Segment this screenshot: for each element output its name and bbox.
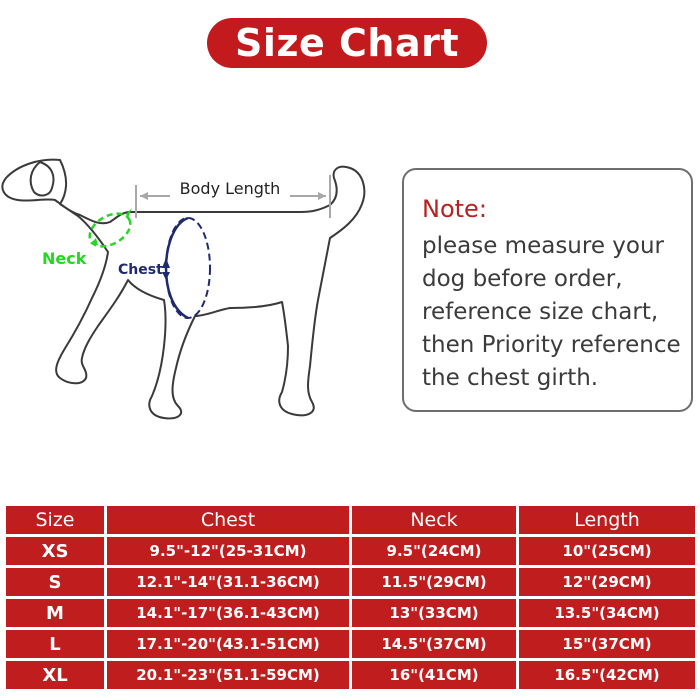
chest-cell: 9.5"-12"(25-31CM) [107, 537, 349, 565]
dog-outline-icon [2, 160, 364, 419]
table-row [6, 661, 695, 689]
chest-label: Chest [118, 262, 163, 278]
dog-measurement-diagram [0, 140, 380, 430]
neck-cell: 14.5"(37CM) [352, 630, 516, 658]
length-cell: 16.5"(42CM) [519, 661, 695, 689]
size-cell: XS [6, 537, 104, 565]
table-row [6, 599, 695, 627]
size-table [6, 506, 695, 692]
chest-cell: 20.1"-23"(51.1-59CM) [107, 661, 349, 689]
length-cell: 15"(37CM) [519, 630, 695, 658]
note-line: then Priority reference [422, 332, 681, 358]
chest-cell: 14.1"-17"(36.1-43CM) [107, 599, 349, 627]
header-size: Size [6, 506, 104, 534]
note-line: dog before order, [422, 266, 623, 292]
header-chest: Chest [107, 506, 349, 534]
neck-cell: 9.5"(24CM) [352, 537, 516, 565]
neck-cell: 16"(41CM) [352, 661, 516, 689]
note-title: Note: [422, 195, 487, 223]
length-cell: 13.5"(34CM) [519, 599, 695, 627]
note-line: please measure your [422, 233, 665, 259]
header-neck: Neck [352, 506, 516, 534]
note-line: reference size chart, [422, 299, 659, 325]
chest-cell: 17.1"-20"(43.1-51CM) [107, 630, 349, 658]
header-length: Length [519, 506, 695, 534]
neck-label: Neck [42, 249, 87, 268]
table-row [6, 630, 695, 658]
table-row [6, 568, 695, 596]
body-length-label: Body Length [179, 179, 281, 198]
size-chart-title: Size Chart [207, 18, 487, 68]
length-cell: 10"(25CM) [519, 537, 695, 565]
size-cell: L [6, 630, 104, 658]
neck-cell: 11.5"(29CM) [352, 568, 516, 596]
size-cell: XL [6, 661, 104, 689]
chest-cell: 12.1"-14"(31.1-36CM) [107, 568, 349, 596]
table-header-row [6, 506, 695, 534]
table-row [6, 537, 695, 565]
note-box [402, 168, 693, 412]
neck-cell: 13"(33CM) [352, 599, 516, 627]
length-cell: 12"(29CM) [519, 568, 695, 596]
note-line: the chest girth. [422, 365, 599, 391]
size-cell: M [6, 599, 104, 627]
size-cell: S [6, 568, 104, 596]
